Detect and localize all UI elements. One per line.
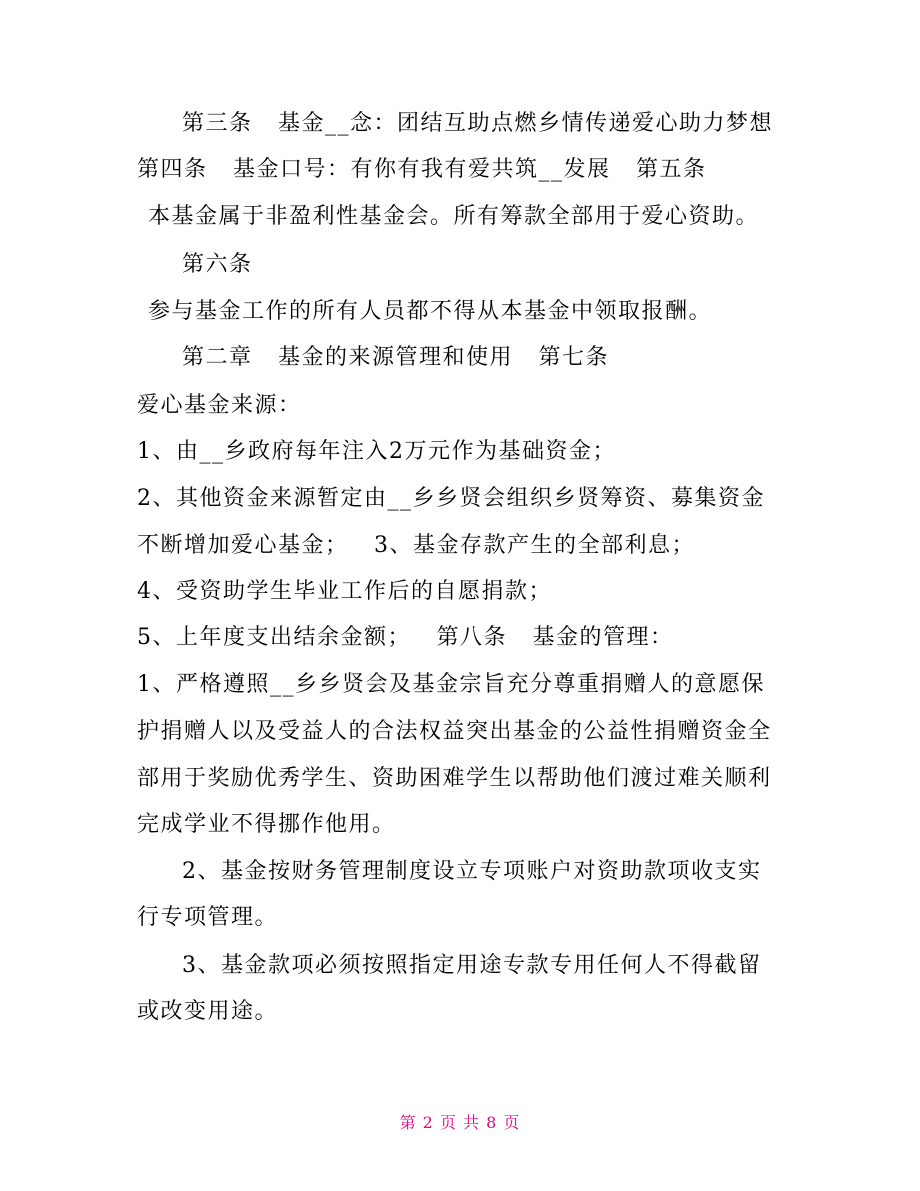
text-line-article-4: 第四条 基金口号：有你有我有爱共筑__发展 第五条 xyxy=(137,157,707,182)
text-line-management-1-cont-b: 部用于奖励优秀学生、资助困难学生以帮助他们渡过难关顺利 xyxy=(137,766,772,791)
text-line-article-3: 第三条 基金__念：团结互助点燃乡情传递爱心助力梦想 xyxy=(182,111,773,136)
text-line-source-2: 2、其他资金来源暂定由__乡乡贤会组织乡贤筹资、募集资金 xyxy=(137,486,765,511)
text-line-source-2-cont: 不断增加爱心基金； 3、基金存款产生的全部利息； xyxy=(137,533,695,558)
text-line-fund-source-title: 爱心基金来源： xyxy=(137,393,302,418)
text-line-article-5-body: 本基金属于非盈利性基金会。所有筹款全部用于爱心资助。 xyxy=(148,204,760,229)
text-line-management-1-cont-a: 护捐赠人以及受益人的合法权益突出基金的公益性捐赠资金全 xyxy=(137,719,772,744)
text-line-management-1-cont-c: 完成学业不得挪作他用。 xyxy=(137,812,396,837)
text-line-source-1: 1、由__乡政府每年注入2万元作为基础资金； xyxy=(137,439,616,464)
text-line-management-2-cont: 行专项管理。 xyxy=(137,905,279,930)
text-line-management-3: 3、基金款项必须按照指定用途专款专用任何人不得截留 xyxy=(182,953,762,978)
text-line-management-2: 2、基金按财务管理制度设立专项账户对资助款项收支实 xyxy=(182,859,762,884)
text-line-source-4: 4、受资助学生毕业工作后的自愿捐款； xyxy=(137,579,552,604)
text-line-article-6-body: 参与基金工作的所有人员都不得从本基金中领取报酬。 xyxy=(148,299,713,324)
text-line-management-3-cont: 或改变用途。 xyxy=(137,999,279,1024)
text-line-source-5: 5、上年度支出结余金额； 第八条 基金的管理： xyxy=(137,625,674,650)
text-line-chapter-2: 第二章 基金的来源管理和使用 第七条 xyxy=(182,345,609,370)
page-number-footer: 第 2 页 共 8 页 xyxy=(399,1113,521,1132)
text-line-management-1: 1、严格遵照__乡乡贤会及基金宗旨充分尊重捐赠人的意愿保 xyxy=(137,672,765,697)
text-line-article-6-heading: 第六条 xyxy=(182,252,253,277)
